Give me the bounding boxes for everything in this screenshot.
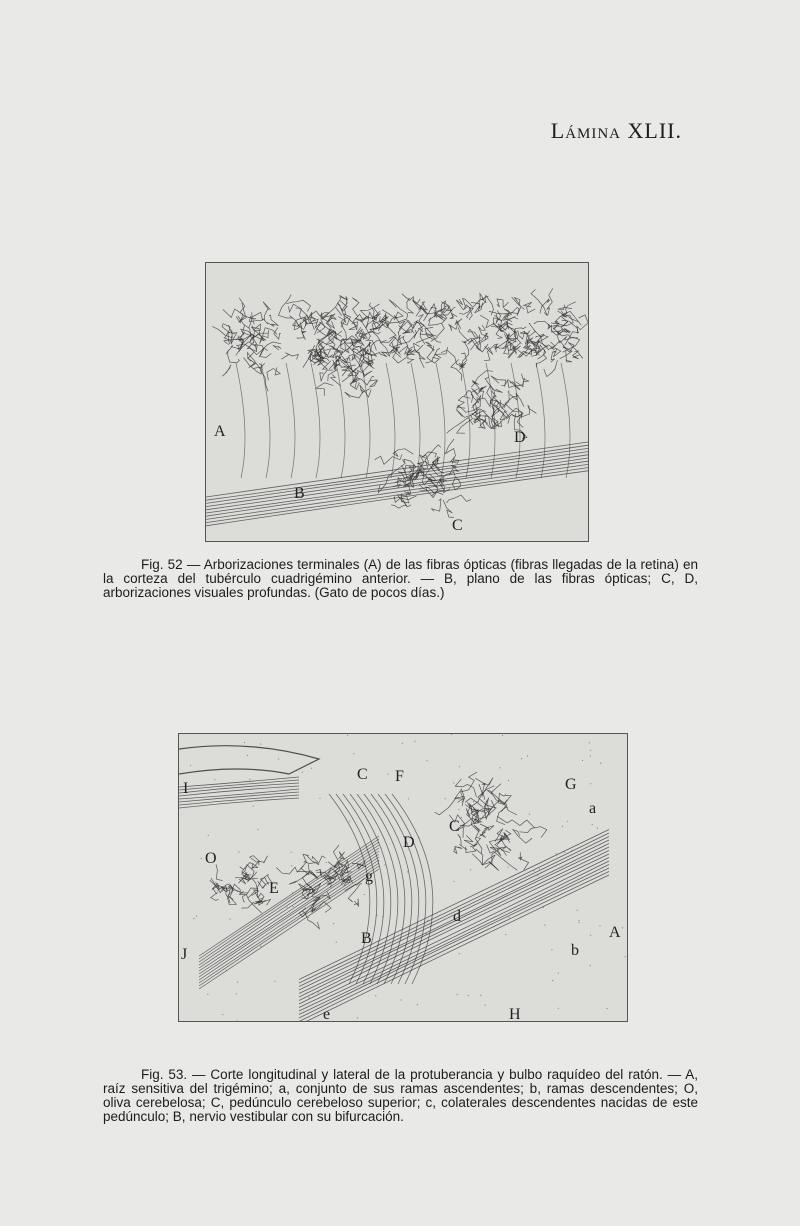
figure-label: H (509, 1006, 521, 1022)
figure-label: a (589, 800, 597, 817)
figure-label: B (361, 930, 372, 947)
figure-label: A (609, 924, 621, 941)
figure-label: D (403, 834, 415, 851)
figure-label: b (571, 942, 579, 959)
figure-53-caption (103, 1068, 698, 1124)
figure-label: B (294, 485, 305, 502)
figure-label: A (214, 423, 226, 440)
figure-52-caption (103, 558, 698, 600)
figure-label: G (565, 776, 577, 793)
figure-label: C (452, 517, 463, 534)
figure-label: I (183, 780, 189, 797)
figure-label: D (514, 429, 526, 446)
figure-label: J (181, 946, 188, 963)
figure-53-illustration (178, 733, 628, 1022)
page-header: Lámina XLII. (550, 118, 682, 143)
caption-text: Fig. 53. — Corte longitudinal y lateral de la protuberancia y bulbo raquídeo del ratón. — A, raíz sensitiva del trigémino; a, conjunto de sus ramas ascendentes; b, ramas descendentes; O, oliva cerebelosa; C, pedúnculo cerebeloso superior; c, colaterales descendentes nacidas de este pedúnculo; B, nervio vestibular con su bifurcación. (103, 1067, 698, 1124)
caption-text: Fig. 52 — Arborizaciones terminales (A) de las fibras ópticas (fibras llegadas de la retina) en la corteza del tubérculo cuadrigémino anterior. — B, plano de las fibras ópticas; C, D, arborizaciones visuales profundas. (Gato de pocos días.) (103, 557, 698, 600)
figure-label: C (449, 818, 460, 835)
figure-label: O (205, 850, 217, 867)
figure-52-drawing (206, 263, 588, 541)
figure-label: E (269, 880, 279, 897)
figure-label: g (365, 868, 373, 885)
figure-label: d (453, 908, 461, 925)
figure-label: C (357, 766, 368, 783)
figure-52-illustration (205, 262, 589, 542)
figure-label: F (395, 768, 404, 785)
figure-label: e (323, 1006, 331, 1022)
